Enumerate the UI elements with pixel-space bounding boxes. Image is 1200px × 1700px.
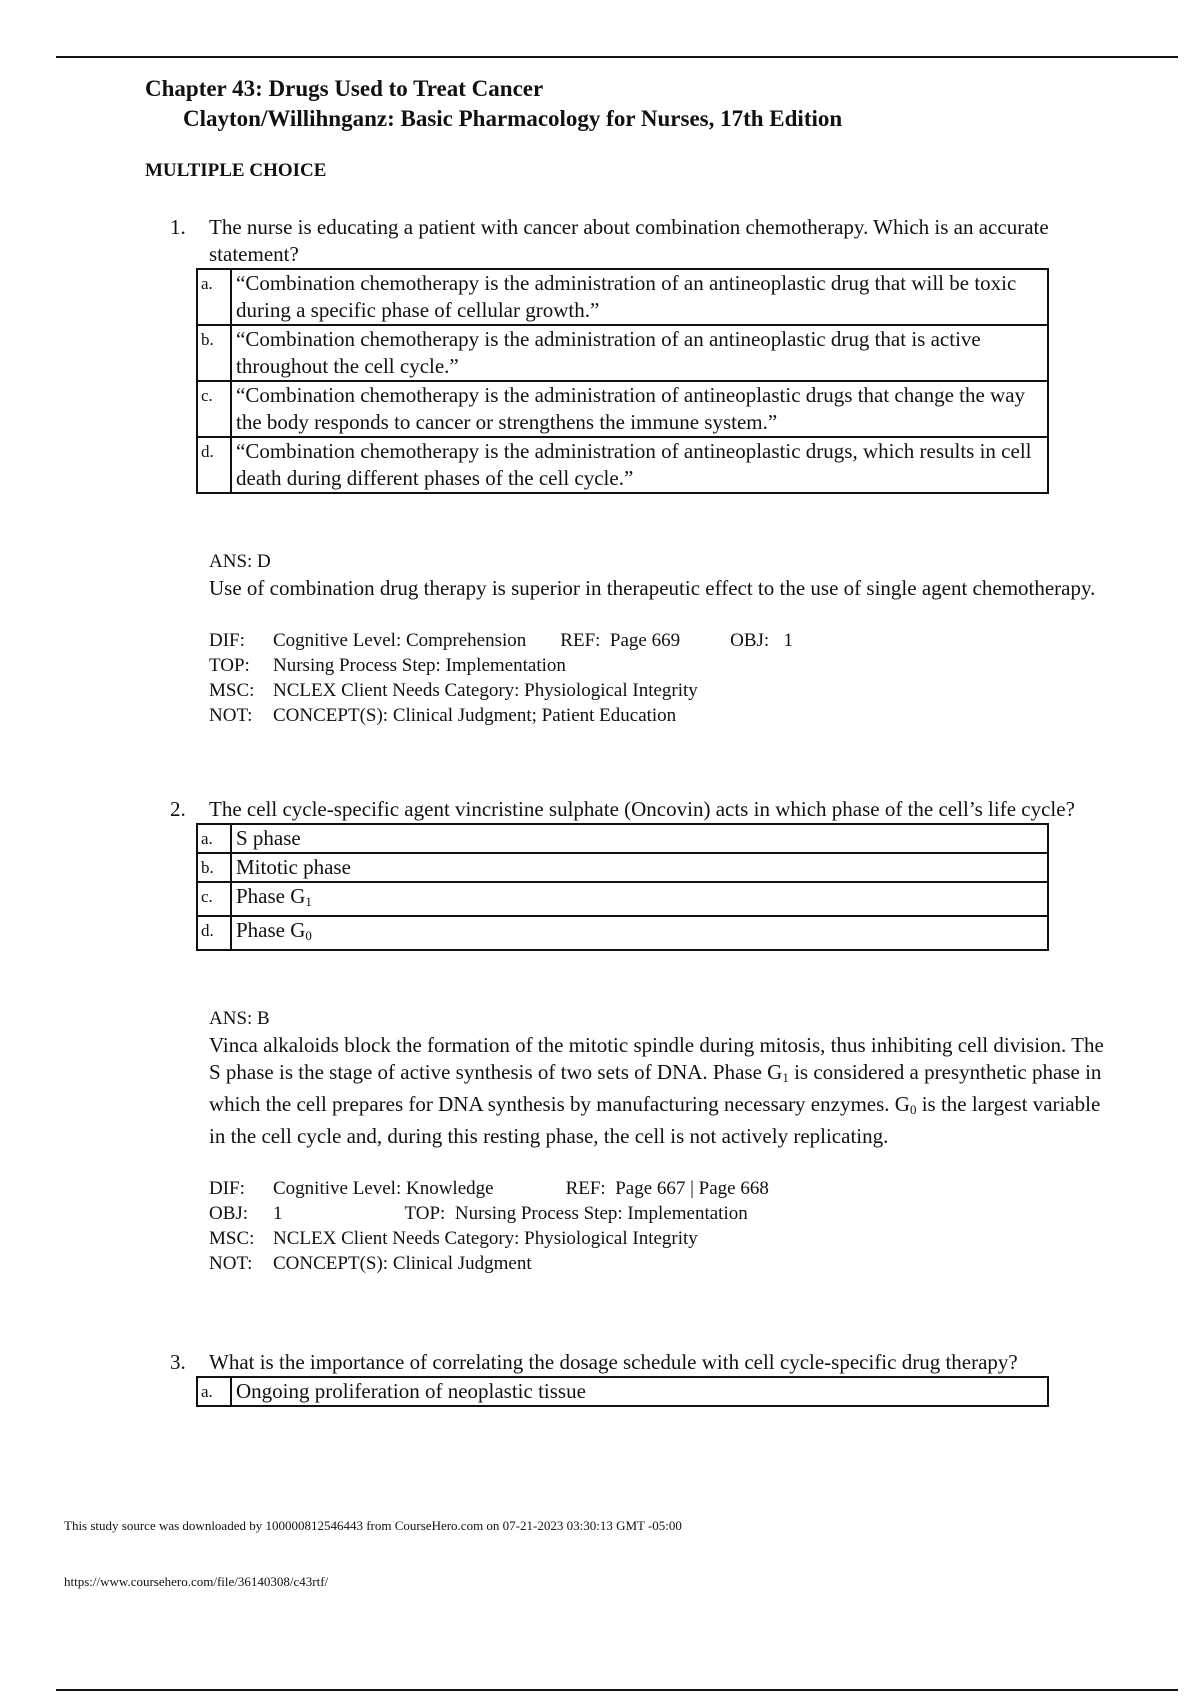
dif-label: DIF:: [209, 1178, 245, 1199]
msc-label: MSC:: [209, 680, 255, 701]
option-row[interactable]: [197, 824, 1048, 853]
top-rule: [56, 56, 1178, 58]
question-1: [170, 214, 1100, 728]
question-number: 1.: [170, 215, 186, 239]
options-table: [196, 1376, 1049, 1407]
option-text: Ongoing proliferation of neoplastic tissue: [231, 1377, 1048, 1406]
option-row[interactable]: [197, 1377, 1048, 1406]
option-text: “Combination chemotherapy is the administration of antineoplastic drugs that change the way the body responds to cancer or strengthens the immune system.”: [231, 381, 1048, 437]
question-stem: [170, 1349, 1100, 1376]
ref-value: Page 669: [609, 630, 681, 651]
not-label: NOT:: [209, 1253, 253, 1274]
question-number: 2.: [170, 797, 186, 821]
top-label: TOP:: [404, 1203, 446, 1224]
option-row[interactable]: [197, 916, 1048, 950]
msc-value: NCLEX Client Needs Category: Physiological Integrity: [273, 680, 698, 701]
option-text: “Combination chemotherapy is the administration of antineoplastic drugs, which results in cell death during different phases of the cell cycle.”: [231, 437, 1048, 493]
option-text: S phase: [231, 824, 1048, 853]
top-value: Nursing Process Step: Implementation: [273, 655, 566, 676]
not-value: CONCEPT(S): Clinical Judgment: [273, 1253, 532, 1274]
option-text: Mitotic phase: [231, 853, 1048, 882]
book-subtitle: Clayton/Willihnganz: Basic Pharmacology for Nurses, 17th Edition: [183, 106, 843, 131]
top-value: Nursing Process Step: Implementation: [454, 1203, 748, 1224]
options-table: [196, 268, 1049, 494]
question-text: The cell cycle-specific agent vincristine sulphate (Oncovin) acts in which phase of the cell’s life cycle?: [209, 797, 1075, 821]
option-text: “Combination chemotherapy is the administration of an antineoplastic drug that is active throughout the cell cycle.”: [231, 325, 1048, 381]
source-url[interactable]: https://www.coursehero.com/file/36140308/c43rtf/: [64, 1574, 329, 1589]
rationale: Use of combination drug therapy is superior in therapeutic effect to the use of single agent chemotherapy.: [209, 576, 1096, 600]
option-letter: b.: [197, 325, 231, 381]
dif-value: Cognitive Level: Knowledge: [273, 1178, 494, 1199]
subscript: 1: [305, 894, 312, 909]
ref-value: Page 667 | Page 668: [615, 1178, 769, 1199]
question-text: The nurse is educating a patient with cancer about combination chemotherapy. Which is an accurate statement?: [209, 215, 1049, 266]
obj-label: OBJ:: [209, 1203, 249, 1224]
option-letter: d.: [197, 437, 231, 493]
question-3: [170, 1349, 1100, 1407]
option-letter: b.: [197, 853, 231, 882]
msc-value: NCLEX Client Needs Category: Physiological Integrity: [273, 1228, 698, 1249]
rationale: Vinca alkaloids block the formation of the mitotic spindle during mitosis, thus inhibiting cell division. The S phase is the stage of active synthesis of two sets of DNA. Phase $G_1$ is considered a presynthetic phase in which the cell prepares for DNA synthesis by manufacturing necessary enzymes. $G_0$ is the largest variable in the cell cycle and, during this resting phase, the cell is not actively replicating.: [209, 1033, 1104, 1148]
answer-key: ANS: B: [209, 1008, 270, 1029]
dif-label: DIF:: [209, 630, 245, 651]
option-row[interactable]: [197, 269, 1048, 325]
option-row[interactable]: [197, 325, 1048, 381]
option-letter: a.: [197, 269, 231, 325]
option-letter: c.: [197, 882, 231, 916]
obj-value: 1: [783, 630, 793, 651]
bottom-rule: [56, 1689, 1178, 1691]
question-metadata: [209, 1176, 1100, 1276]
question-text: What is the importance of correlating the dosage schedule with cell cycle-specific drug therapy?: [209, 1350, 1018, 1374]
options-table: [196, 823, 1049, 951]
document-header: [145, 74, 842, 134]
dif-value: Cognitive Level: Comprehension: [273, 630, 527, 651]
chapter-title: Chapter 43: Drugs Used to Treat Cancer: [145, 76, 544, 101]
question-2: [170, 796, 1104, 1276]
question-stem: [170, 796, 1100, 823]
msc-label: MSC:: [209, 1228, 255, 1249]
obj-label: OBJ:: [730, 630, 770, 651]
subscript: 0: [305, 928, 312, 943]
question-stem: [170, 214, 1100, 268]
option-letter: a.: [197, 1377, 231, 1406]
ref-label: REF:: [565, 1178, 606, 1199]
option-letter: d.: [197, 916, 231, 950]
option-letter: c.: [197, 381, 231, 437]
question-number: 3.: [170, 1350, 186, 1374]
answer-block: [209, 548, 1100, 728]
option-text: Phase $G_0$: [231, 916, 1048, 950]
option-letter: a.: [197, 824, 231, 853]
top-label: TOP:: [209, 655, 250, 676]
answer-block: [209, 1005, 1104, 1276]
question-metadata: [209, 628, 1100, 728]
not-value: CONCEPT(S): Clinical Judgment; Patient Education: [273, 705, 677, 726]
option-row[interactable]: [197, 882, 1048, 916]
option-row[interactable]: [197, 381, 1048, 437]
download-note: This study source was downloaded by 100000812546443 from CourseHero.com on 07-21-2023 03:30:13 GMT -05:00: [64, 1518, 682, 1533]
section-title: MULTIPLE CHOICE: [145, 160, 327, 181]
option-row[interactable]: [197, 437, 1048, 493]
answer-key: ANS: D: [209, 551, 271, 572]
option-row[interactable]: [197, 853, 1048, 882]
option-text: Phase $G_1$: [231, 882, 1048, 916]
option-text: “Combination chemotherapy is the administration of an antineoplastic drug that will be toxic during a specific phase of cellular growth.”: [231, 269, 1048, 325]
ref-label: REF:: [560, 630, 601, 651]
not-label: NOT:: [209, 705, 253, 726]
obj-value: 1: [273, 1203, 283, 1224]
